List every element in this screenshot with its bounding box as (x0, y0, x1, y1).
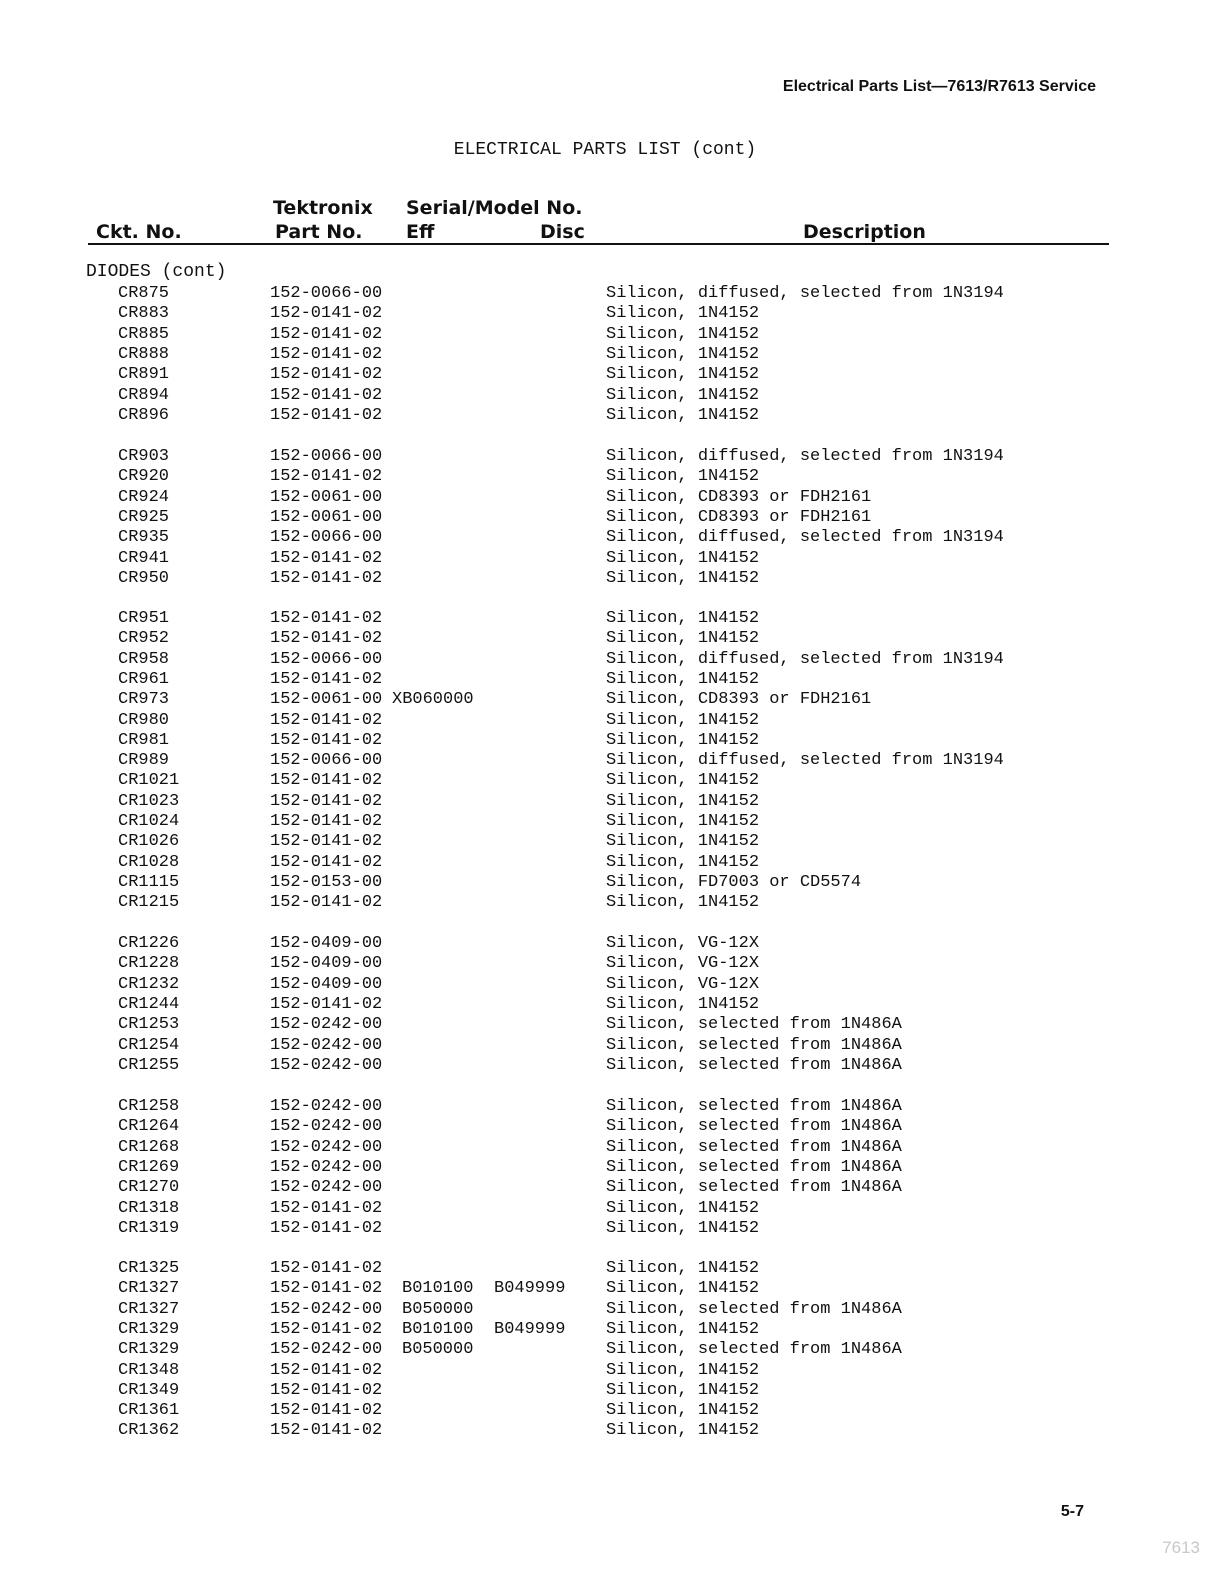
table-row (0, 893, 1227, 913)
ckt-no-cell: CR1026 (118, 832, 180, 852)
part-no-cell: 152-0242-00 (270, 1117, 383, 1137)
table-row (0, 1320, 1227, 1340)
table-row (0, 954, 1227, 974)
description-cell: Silicon, 1N4152 (606, 812, 760, 831)
description-cell: Silicon, selected from 1N486A (606, 1157, 902, 1177)
table-row (0, 629, 1227, 649)
ckt-no-cell: CR1270 (118, 1178, 180, 1198)
description-cell: Silicon, 1N4152 (606, 385, 760, 405)
part-no-cell: 152-0141-02 (270, 344, 383, 364)
ckt-no-cell: CR1327 (118, 1279, 180, 1299)
table-row (0, 1056, 1227, 1076)
part-no-cell: 152-0141-02 (270, 304, 383, 324)
part-no-cell: 152-0141-02 (270, 1198, 383, 1218)
part-no-cell: 152-0409-00 (270, 954, 383, 974)
header-part-no: Part No. (275, 221, 363, 243)
part-no-cell: 152-0141-02 (270, 609, 383, 628)
part-no-cell: 152-0141-02 (270, 1360, 383, 1380)
table-row (0, 304, 1227, 324)
part-no-cell: 152-0141-02 (270, 669, 383, 689)
table-row (0, 1015, 1227, 1035)
table-row (0, 853, 1227, 873)
part-no-cell: 152-0061-00 (270, 487, 383, 507)
part-no-cell: 152-0141-02 (270, 629, 383, 649)
table-row (0, 1300, 1227, 1320)
part-no-cell: 152-0141-02 (270, 791, 383, 811)
description-cell: Silicon, 1N4152 (606, 1259, 760, 1278)
part-no-cell: 152-0141-02 (270, 405, 383, 425)
description-cell: Silicon, 1N4152 (606, 405, 760, 425)
header-disc: Disc (540, 221, 585, 243)
description-cell: Silicon, 1N4152 (606, 1279, 760, 1299)
part-no-cell: 152-0141-02 (270, 1401, 383, 1421)
ckt-no-cell: CR1329 (118, 1319, 180, 1339)
description-cell: Silicon, diffused, selected from 1N3194 (606, 284, 1004, 303)
description-cell: Silicon, selected from 1N486A (606, 1178, 902, 1198)
table-row (0, 1178, 1227, 1198)
part-no-cell: 152-0141-02 (270, 893, 383, 913)
ckt-no-cell: CR1258 (118, 1097, 180, 1116)
table-row (0, 812, 1227, 832)
table-row (0, 873, 1227, 893)
ckt-no-cell: CR1254 (118, 1035, 180, 1055)
table-row (0, 345, 1227, 365)
ckt-no-cell: CR1232 (118, 974, 180, 994)
description-cell: Silicon, diffused, selected from 1N3194 (606, 649, 1004, 669)
ckt-no-cell: CR1325 (118, 1259, 180, 1278)
table-row (0, 1340, 1227, 1360)
header-ckt-no: Ckt. No. (96, 221, 182, 243)
description-cell: Silicon, 1N4152 (606, 994, 760, 1014)
part-no-cell: 152-0141-02 (270, 771, 383, 791)
ckt-no-cell: CR989 (118, 751, 170, 771)
ckt-no-cell: CR1253 (118, 1015, 180, 1035)
ckt-no-cell: CR941 (118, 548, 170, 568)
part-no-cell: 152-0141-02 (270, 1380, 383, 1400)
table-row (0, 488, 1227, 508)
ckt-no-cell: CR875 (118, 284, 170, 303)
ckt-no-cell: CR950 (118, 568, 170, 588)
part-no-cell: 152-0141-02 (270, 365, 383, 385)
ckt-no-cell: CR1268 (118, 1137, 180, 1157)
description-cell: Silicon, 1N4152 (606, 669, 760, 689)
table-row (0, 325, 1227, 345)
ckt-no-cell: CR1349 (118, 1380, 180, 1400)
part-no-cell: 152-0061-00 (270, 690, 383, 710)
description-cell: Silicon, selected from 1N486A (606, 1117, 902, 1137)
part-no-cell: 152-0141-02 (270, 467, 383, 487)
table-row (0, 771, 1227, 791)
part-no-cell: 152-0066-00 (270, 649, 383, 669)
ckt-no-cell: CR951 (118, 609, 170, 628)
table-row (0, 1381, 1227, 1401)
description-cell: Silicon, 1N4152 (606, 365, 760, 385)
table-row (0, 731, 1227, 751)
description-cell: Silicon, diffused, selected from 1N3194 (606, 751, 1004, 771)
table-row (0, 1117, 1227, 1137)
ckt-no-cell: CR973 (118, 690, 170, 710)
description-cell: Silicon, 1N4152 (606, 710, 760, 730)
ckt-no-cell: CR924 (118, 487, 170, 507)
description-cell: Silicon, 1N4152 (606, 893, 760, 913)
description-cell: Silicon, 1N4152 (606, 548, 760, 568)
ckt-no-cell: CR981 (118, 730, 170, 750)
part-no-cell: 152-0141-02 (270, 730, 383, 750)
part-no-cell: 152-0061-00 (270, 507, 383, 527)
eff-cell: B050000 (402, 1299, 474, 1319)
table-row (0, 1279, 1227, 1299)
table-row (0, 569, 1227, 589)
description-cell: Silicon, 1N4152 (606, 324, 760, 344)
description-cell: Silicon, 1N4152 (606, 568, 760, 588)
eff-cell: B010100 (402, 1319, 474, 1339)
header-eff: Eff (406, 221, 435, 243)
description-cell: Silicon, CD8393 or FDH2161 (606, 507, 872, 527)
description-cell: Silicon, selected from 1N486A (606, 1097, 902, 1116)
table-row (0, 1361, 1227, 1381)
table-row (0, 670, 1227, 690)
part-no-cell: 152-0141-02 (270, 1259, 383, 1278)
disc-cell: B049999 (494, 1279, 566, 1299)
part-no-cell: 152-0141-02 (270, 994, 383, 1014)
ckt-no-cell: CR1264 (118, 1117, 180, 1137)
table-row (0, 467, 1227, 487)
part-no-cell: 152-0242-00 (270, 1055, 383, 1075)
description-cell: Silicon, 1N4152 (606, 467, 760, 487)
table-row (0, 284, 1227, 304)
part-no-cell: 152-0242-00 (270, 1035, 383, 1055)
description-cell: Silicon, 1N4152 (606, 1421, 760, 1441)
table-row (0, 975, 1227, 995)
part-no-cell: 152-0141-02 (270, 1279, 383, 1299)
header-serial-model: Serial/Model No. (406, 197, 583, 219)
table-row (0, 690, 1227, 710)
table-row (0, 549, 1227, 569)
table-row (0, 447, 1227, 467)
description-cell: Silicon, VG-12X (606, 934, 760, 953)
table-row (0, 609, 1227, 629)
ckt-no-cell: CR1319 (118, 1218, 180, 1238)
table-row (0, 528, 1227, 548)
eff-cell: B010100 (402, 1279, 474, 1299)
ckt-no-cell: CR1348 (118, 1360, 180, 1380)
eff-cell: B050000 (402, 1340, 474, 1360)
description-cell: Silicon, 1N4152 (606, 304, 760, 324)
part-no-cell: 152-0141-02 (270, 385, 383, 405)
ckt-no-cell: CR980 (118, 710, 170, 730)
ckt-no-cell: CR1215 (118, 893, 180, 913)
part-no-cell: 152-0141-02 (270, 548, 383, 568)
ckt-no-cell: CR952 (118, 629, 170, 649)
description-cell: Silicon, 1N4152 (606, 629, 760, 649)
eff-cell: XB060000 (392, 690, 474, 710)
description-cell: Silicon, 1N4152 (606, 832, 760, 852)
section-title: DIODES (cont) (86, 262, 227, 282)
table-row (0, 995, 1227, 1015)
table-row (0, 1138, 1227, 1158)
part-no-cell: 152-0141-02 (270, 832, 383, 852)
ckt-no-cell: CR1226 (118, 934, 180, 953)
description-cell: Silicon, selected from 1N486A (606, 1035, 902, 1055)
part-no-cell: 152-0409-00 (270, 934, 383, 953)
part-no-cell: 152-0242-00 (270, 1157, 383, 1177)
part-no-cell: 152-0242-00 (270, 1299, 383, 1319)
part-no-cell: 152-0242-00 (270, 1137, 383, 1157)
table-row (0, 1259, 1227, 1279)
ckt-no-cell: CR1023 (118, 791, 180, 811)
ckt-no-cell: CR935 (118, 528, 170, 548)
ckt-no-cell: CR1115 (118, 872, 180, 892)
description-cell: Silicon, 1N4152 (606, 1319, 760, 1339)
ckt-no-cell: CR883 (118, 304, 170, 324)
page-number: 5-7 (1060, 1503, 1084, 1520)
part-no-cell: 152-0066-00 (270, 284, 383, 303)
description-cell: Silicon, diffused, selected from 1N3194 (606, 447, 1004, 466)
part-no-cell: 152-0141-02 (270, 568, 383, 588)
ckt-no-cell: CR961 (118, 669, 170, 689)
part-no-cell: 152-0242-00 (270, 1097, 383, 1116)
table-row (0, 1097, 1227, 1117)
ckt-no-cell: CR1228 (118, 954, 180, 974)
part-no-cell: 152-0066-00 (270, 528, 383, 548)
ckt-no-cell: CR958 (118, 649, 170, 669)
ckt-no-cell: CR894 (118, 385, 170, 405)
description-cell: Silicon, 1N4152 (606, 791, 760, 811)
table-row (0, 365, 1227, 385)
description-cell: Silicon, 1N4152 (606, 1198, 760, 1218)
part-no-cell: 152-0141-02 (270, 1421, 383, 1441)
ckt-no-cell: CR1255 (118, 1055, 180, 1075)
description-cell: Silicon, selected from 1N486A (606, 1055, 902, 1075)
table-row (0, 1401, 1227, 1421)
part-no-cell: 152-0141-02 (270, 1319, 383, 1339)
description-cell: Silicon, 1N4152 (606, 730, 760, 750)
description-cell: Silicon, CD8393 or FDH2161 (606, 690, 872, 710)
table-row (0, 1421, 1227, 1441)
description-cell: Silicon, 1N4152 (606, 771, 760, 791)
part-no-cell: 152-0141-02 (270, 812, 383, 831)
ckt-no-cell: CR896 (118, 405, 170, 425)
ckt-no-cell: CR888 (118, 344, 170, 364)
ckt-no-cell: CR1362 (118, 1421, 180, 1441)
ckt-no-cell: CR891 (118, 365, 170, 385)
description-cell: Silicon, 1N4152 (606, 1218, 760, 1238)
description-cell: Silicon, 1N4152 (606, 852, 760, 872)
description-cell: Silicon, VG-12X (606, 954, 760, 974)
part-no-cell: 152-0066-00 (270, 447, 383, 466)
table-row (0, 792, 1227, 812)
part-no-cell: 152-0409-00 (270, 974, 383, 994)
model-mark: 7613 (1162, 1538, 1200, 1557)
table-row (0, 406, 1227, 426)
ckt-no-cell: CR885 (118, 324, 170, 344)
ckt-no-cell: CR903 (118, 447, 170, 466)
ckt-no-cell: CR1024 (118, 812, 180, 831)
description-cell: Silicon, 1N4152 (606, 344, 760, 364)
table-row (0, 508, 1227, 528)
table-row (0, 1158, 1227, 1178)
description-cell: Silicon, 1N4152 (606, 609, 760, 628)
page-title: ELECTRICAL PARTS LIST (cont) (453, 140, 757, 160)
description-cell: Silicon, selected from 1N486A (606, 1015, 902, 1035)
description-cell: Silicon, 1N4152 (606, 1360, 760, 1380)
table-row (0, 832, 1227, 852)
table-row (0, 1219, 1227, 1239)
description-cell: Silicon, selected from 1N486A (606, 1299, 902, 1319)
part-no-cell: 152-0242-00 (270, 1178, 383, 1198)
description-cell: Silicon, FD7003 or CD5574 (606, 872, 862, 892)
table-row (0, 1036, 1227, 1056)
table-row (0, 934, 1227, 954)
ckt-no-cell: CR1327 (118, 1299, 180, 1319)
part-no-cell: 152-0141-02 (270, 710, 383, 730)
part-no-cell: 152-0141-02 (270, 324, 383, 344)
description-cell: Silicon, diffused, selected from 1N3194 (606, 528, 1004, 548)
part-no-cell: 152-0141-02 (270, 1218, 383, 1238)
ckt-no-cell: CR1329 (118, 1340, 180, 1360)
disc-cell: B049999 (494, 1319, 566, 1339)
ckt-no-cell: CR925 (118, 507, 170, 527)
table-row (0, 751, 1227, 771)
ckt-no-cell: CR1021 (118, 771, 180, 791)
running-head: Electrical Parts List—7613/R7613 Service (782, 78, 1096, 95)
description-cell: Silicon, selected from 1N486A (606, 1137, 902, 1157)
description-cell: Silicon, 1N4152 (606, 1401, 760, 1421)
ckt-no-cell: CR1318 (118, 1198, 180, 1218)
table-row (0, 1199, 1227, 1219)
description-cell: Silicon, 1N4152 (606, 1380, 760, 1400)
header-tektronix: Tektronix (273, 197, 373, 219)
ckt-no-cell: CR1028 (118, 852, 180, 872)
part-no-cell: 152-0141-02 (270, 852, 383, 872)
part-no-cell: 152-0242-00 (270, 1340, 383, 1360)
description-cell: Silicon, VG-12X (606, 974, 760, 994)
part-no-cell: 152-0242-00 (270, 1015, 383, 1035)
part-no-cell: 152-0153-00 (270, 872, 383, 892)
part-no-cell: 152-0066-00 (270, 751, 383, 771)
ckt-no-cell: CR920 (118, 467, 170, 487)
ckt-no-cell: CR1269 (118, 1157, 180, 1177)
ckt-no-cell: CR1361 (118, 1401, 180, 1421)
table-row (0, 386, 1227, 406)
description-cell: Silicon, selected from 1N486A (606, 1340, 902, 1360)
header-description: Description (803, 221, 926, 243)
table-row (0, 650, 1227, 670)
description-cell: Silicon, CD8393 or FDH2161 (606, 487, 872, 507)
table-row (0, 711, 1227, 731)
ckt-no-cell: CR1244 (118, 994, 180, 1014)
